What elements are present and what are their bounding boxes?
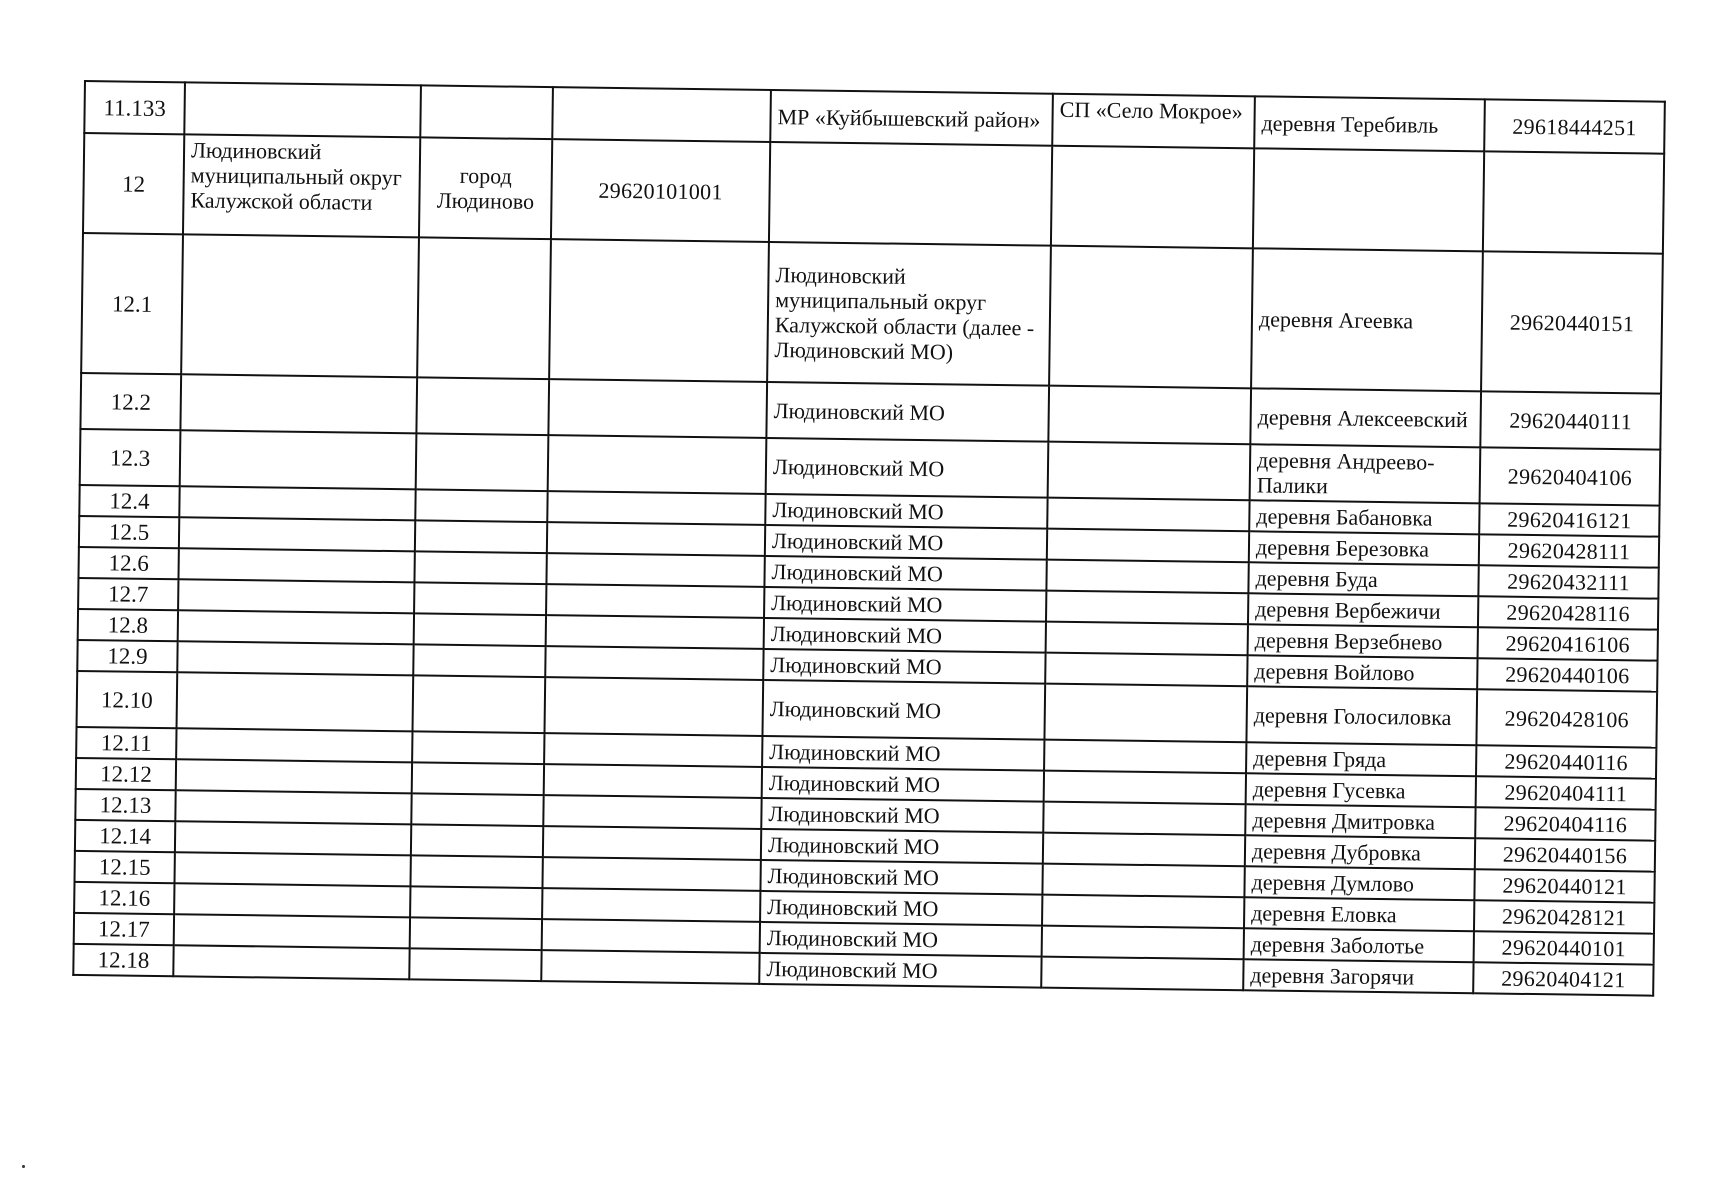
cell-district: Людиновский МО xyxy=(765,494,1047,529)
cell-number: 12.7 xyxy=(78,578,178,610)
cell-municipality xyxy=(181,234,419,377)
cell-locality: деревня Агеевка xyxy=(1251,248,1483,391)
cell-municipality xyxy=(176,728,412,762)
cell-locality: деревня Дубровка xyxy=(1245,835,1475,869)
cell-center-code xyxy=(544,677,763,736)
cell-district: Людиновский МО xyxy=(764,618,1046,653)
cell-center-code xyxy=(547,522,765,556)
cell-center-code xyxy=(552,87,771,142)
cell-district xyxy=(769,142,1052,246)
cell-locality: деревня Еловка xyxy=(1244,897,1474,931)
cell-oktmo-code: 29620440116 xyxy=(1476,745,1656,778)
cell-locality: деревня Вербежичи xyxy=(1248,593,1478,627)
cell-center-code xyxy=(546,553,764,587)
cell-settlement xyxy=(1044,684,1247,743)
cell-locality: деревня Думлово xyxy=(1244,866,1474,900)
cell-number: 12.16 xyxy=(74,882,174,914)
cell-admin-center xyxy=(416,433,549,491)
cell-admin-center xyxy=(410,855,542,888)
cell-locality: деревня Верзебнево xyxy=(1248,624,1478,658)
cell-settlement xyxy=(1047,529,1249,563)
cell-center-code xyxy=(548,435,767,494)
cell-municipality xyxy=(174,852,410,886)
cell-admin-center xyxy=(414,613,546,646)
cell-center-code xyxy=(546,615,764,649)
cell-district: Людиновский МО xyxy=(765,525,1047,560)
cell-admin-center xyxy=(410,886,542,919)
cell-oktmo-code: 29620432111 xyxy=(1478,565,1658,598)
cell-settlement xyxy=(1044,771,1246,805)
cell-municipality xyxy=(175,821,411,855)
cell-settlement xyxy=(1048,386,1251,445)
cell-district: Людиновский МО xyxy=(766,438,1049,498)
cell-settlement xyxy=(1043,833,1245,867)
cell-number: 12.4 xyxy=(79,485,179,517)
cell-settlement xyxy=(1046,591,1248,625)
table-body xyxy=(73,81,1665,996)
cell-number: 12.18 xyxy=(73,944,173,976)
cell-district: Людиновский МО xyxy=(766,382,1049,442)
cell-number: 12.17 xyxy=(74,913,174,945)
cell-admin-center: город Людиново xyxy=(419,137,552,239)
cell-district: МР «Куйбышевский район» xyxy=(770,90,1053,146)
cell-municipality: Людиновский муниципальный округ Калужской области xyxy=(183,134,420,237)
cell-locality: деревня Заболотье xyxy=(1244,928,1474,962)
cell-locality: деревня Березовка xyxy=(1249,531,1479,565)
cell-admin-center xyxy=(416,377,549,435)
cell-municipality xyxy=(179,486,415,520)
cell-number: 12.15 xyxy=(75,851,175,883)
cell-district: Людиновский МО xyxy=(762,680,1045,740)
cell-admin-center xyxy=(417,237,551,379)
cell-district: Людиновский МО xyxy=(761,829,1043,864)
cell-number: 12.8 xyxy=(78,609,178,641)
cell-district: Людиновский МО xyxy=(760,891,1042,926)
cell-municipality xyxy=(180,374,417,433)
cell-locality xyxy=(1253,148,1484,251)
cell-oktmo-code: 29620440151 xyxy=(1481,251,1663,393)
cell-center-code xyxy=(548,379,767,438)
cell-admin-center xyxy=(420,85,553,139)
cell-center-code xyxy=(546,584,764,618)
cell-municipality xyxy=(176,759,412,793)
cell-admin-center xyxy=(412,731,544,764)
cell-oktmo-code: 29620440121 xyxy=(1474,869,1654,902)
cell-municipality xyxy=(179,517,415,551)
cell-district: Людиновский МО xyxy=(763,649,1045,684)
cell-number: 11.133 xyxy=(84,81,185,134)
table-row xyxy=(81,233,1663,394)
cell-oktmo-code: 29620440156 xyxy=(1475,838,1655,871)
cell-municipality xyxy=(174,883,410,917)
cell-number: 12.11 xyxy=(76,727,176,759)
cell-municipality xyxy=(174,914,410,948)
cell-locality: деревня Голосиловка xyxy=(1246,686,1477,745)
cell-oktmo-code: 29620404116 xyxy=(1475,807,1655,840)
cell-oktmo-code xyxy=(1483,151,1664,253)
cell-oktmo-code: 29620428106 xyxy=(1476,689,1657,747)
cell-locality: деревня Теребивль xyxy=(1254,96,1485,151)
cell-settlement xyxy=(1045,653,1247,687)
cell-locality: деревня Войлово xyxy=(1247,655,1477,689)
cell-district: Людиновский МО xyxy=(762,736,1044,771)
cell-district: Людиновский МО xyxy=(764,587,1046,622)
cell-district: Людиновский МО xyxy=(760,860,1042,895)
cell-admin-center xyxy=(411,824,543,857)
cell-municipality xyxy=(178,579,414,613)
cell-number: 12.14 xyxy=(75,820,175,852)
cell-district: Людиновский МО xyxy=(764,556,1046,591)
cell-number: 12.9 xyxy=(77,640,177,672)
cell-oktmo-code: 29620440106 xyxy=(1477,658,1657,691)
cell-settlement xyxy=(1042,926,1244,960)
cell-locality: деревня Гусевка xyxy=(1246,773,1476,807)
cell-oktmo-code: 29620416121 xyxy=(1479,503,1659,536)
cell-number: 12.3 xyxy=(80,429,181,486)
cell-district: Людиновский МО xyxy=(760,922,1042,957)
cell-number: 12.1 xyxy=(81,233,183,374)
cell-municipality xyxy=(180,430,417,489)
cell-oktmo-code: 29618444251 xyxy=(1484,99,1665,153)
cell-locality: деревня Буда xyxy=(1248,562,1478,596)
cell-district: Людиновский МО xyxy=(761,798,1043,833)
cell-municipality xyxy=(175,790,411,824)
cell-district: Людиновский МО xyxy=(759,953,1041,988)
cell-center-code xyxy=(543,795,761,829)
cell-number: 12.5 xyxy=(79,516,179,548)
cell-center-code xyxy=(542,857,760,891)
cell-district: Людиновский муниципальный округ Калужской области (далее - Людиновский МО) xyxy=(767,242,1051,386)
cell-admin-center xyxy=(411,793,543,826)
cell-settlement xyxy=(1051,146,1254,249)
cell-oktmo-code: 29620428121 xyxy=(1474,900,1654,933)
cell-settlement xyxy=(1046,622,1248,656)
cell-oktmo-code: 29620404106 xyxy=(1480,447,1661,505)
cell-locality: деревня Дмитровка xyxy=(1245,804,1475,838)
cell-municipality xyxy=(177,641,413,675)
cell-municipality xyxy=(178,548,414,582)
cell-number: 12.2 xyxy=(80,373,181,430)
cell-oktmo-code: 29620416106 xyxy=(1478,627,1658,660)
cell-admin-center xyxy=(414,551,546,584)
cell-locality: деревня Загорячи xyxy=(1243,959,1473,993)
cell-municipality xyxy=(173,945,409,979)
cell-number: 12.13 xyxy=(75,789,175,821)
cell-municipality xyxy=(178,610,414,644)
cell-admin-center xyxy=(415,489,547,522)
cell-settlement xyxy=(1042,864,1244,898)
cell-admin-center xyxy=(413,675,546,733)
cell-admin-center xyxy=(410,917,542,950)
cell-oktmo-code: 29620428116 xyxy=(1478,596,1658,629)
cell-settlement xyxy=(1049,246,1253,389)
cell-center-code xyxy=(549,239,769,382)
settlements-table xyxy=(72,80,1666,997)
cell-locality: деревня Гряда xyxy=(1246,742,1476,776)
cell-center-code xyxy=(542,919,760,953)
cell-number: 12.12 xyxy=(76,758,176,790)
cell-settlement xyxy=(1048,442,1251,501)
cell-center-code xyxy=(542,888,760,922)
cell-oktmo-code: 29620440111 xyxy=(1480,391,1661,449)
cell-settlement xyxy=(1041,957,1243,991)
cell-settlement xyxy=(1042,895,1244,929)
cell-oktmo-code: 29620428111 xyxy=(1479,534,1659,567)
cell-center-code xyxy=(543,826,761,860)
cell-admin-center xyxy=(413,644,545,677)
cell-oktmo-code: 29620440101 xyxy=(1474,931,1654,964)
cell-settlement xyxy=(1043,802,1245,836)
cell-center-code xyxy=(547,491,765,525)
cell-center-code xyxy=(541,950,759,984)
scan-speck xyxy=(22,1165,25,1168)
cell-center-code xyxy=(544,764,762,798)
cell-oktmo-code: 29620404111 xyxy=(1476,776,1656,809)
cell-number: 12 xyxy=(83,133,184,234)
cell-settlement xyxy=(1047,498,1249,532)
cell-district: Людиновский МО xyxy=(762,767,1044,802)
cell-locality: деревня Бабановка xyxy=(1249,500,1479,534)
cell-oktmo-code: 29620404121 xyxy=(1473,962,1653,995)
cell-number: 12.6 xyxy=(78,547,178,579)
cell-settlement xyxy=(1044,740,1246,774)
cell-municipality xyxy=(184,82,421,137)
cell-settlement: СП «Село Мокрое» xyxy=(1052,94,1255,149)
cell-locality: деревня Алексеевский xyxy=(1250,388,1481,447)
cell-center-code: 29620101001 xyxy=(551,139,770,242)
cell-settlement xyxy=(1046,560,1248,594)
cell-locality: деревня Андреево-Палики xyxy=(1250,444,1481,503)
cell-admin-center xyxy=(412,762,544,795)
cell-admin-center xyxy=(414,582,546,615)
cell-municipality xyxy=(177,672,414,731)
cell-admin-center xyxy=(409,948,541,981)
cell-number: 12.10 xyxy=(77,671,178,728)
cell-center-code xyxy=(544,733,762,767)
cell-center-code xyxy=(545,646,763,680)
cell-admin-center xyxy=(415,520,547,553)
